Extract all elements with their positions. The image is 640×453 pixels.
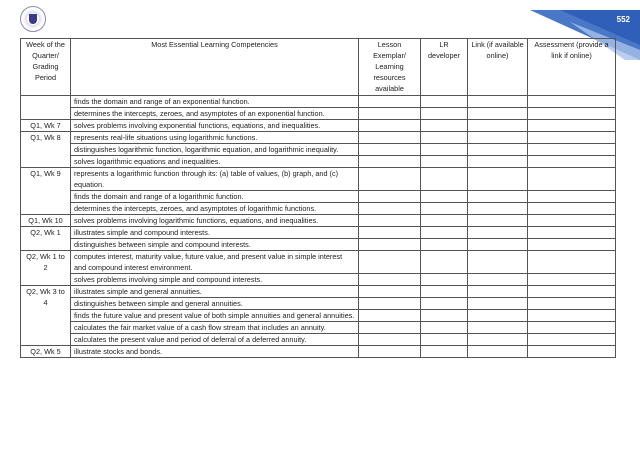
- week-cell: Q2, Wk 1 to 2: [21, 251, 71, 286]
- lesson-cell: [359, 334, 421, 346]
- header-row: [21, 39, 616, 96]
- week-cell: Q1, Wk 8: [21, 132, 71, 168]
- week-cell: Q1, Wk 7: [21, 120, 71, 132]
- lr-developer-cell: [421, 322, 468, 334]
- header-assessment: Assessment (provide a link if online): [528, 39, 616, 96]
- assessment-cell: [528, 227, 616, 239]
- lesson-cell: [359, 322, 421, 334]
- competency-cell: illustrate stocks and bonds.: [71, 346, 359, 358]
- table-row: [21, 286, 616, 298]
- page-number: 552: [616, 15, 630, 24]
- competency-cell: distinguishes between simple and compound interests.: [71, 239, 359, 251]
- link-cell: [468, 334, 528, 346]
- week-cell: Q2, Wk 5: [21, 346, 71, 358]
- lr-developer-cell: [421, 156, 468, 168]
- competency-cell: represents real-life situations using logarithmic functions.: [71, 132, 359, 144]
- lr-developer-cell: [421, 191, 468, 203]
- deped-seal-logo: [20, 6, 46, 32]
- lesson-cell: [359, 346, 421, 358]
- link-cell: [468, 203, 528, 215]
- link-cell: [468, 120, 528, 132]
- competency-cell: computes interest, maturity value, future value, and present value in simple interest and compound interest environment.: [71, 251, 359, 274]
- lr-developer-cell: [421, 286, 468, 298]
- assessment-cell: [528, 274, 616, 286]
- assessment-cell: [528, 310, 616, 322]
- lesson-cell: [359, 227, 421, 239]
- lr-developer-cell: [421, 132, 468, 144]
- lesson-cell: [359, 132, 421, 144]
- table-row: [21, 156, 616, 168]
- table-row: [21, 251, 616, 274]
- assessment-cell: [528, 239, 616, 251]
- lr-developer-cell: [421, 168, 468, 191]
- table-row: [21, 310, 616, 322]
- link-cell: [468, 108, 528, 120]
- link-cell: [468, 144, 528, 156]
- header-lesson: Lesson Exemplar/ Learning resources available: [359, 39, 421, 96]
- competency-cell: distinguishes between simple and general annuities.: [71, 298, 359, 310]
- table-row: [21, 120, 616, 132]
- competency-cell: determines the intercepts, zeroes, and asymptotes of logarithmic functions.: [71, 203, 359, 215]
- header-link: Link (if available online): [468, 39, 528, 96]
- header-week: Week of the Quarter/ Grading Period: [21, 39, 71, 96]
- lesson-cell: [359, 203, 421, 215]
- lesson-cell: [359, 144, 421, 156]
- table-row: [21, 322, 616, 334]
- lesson-cell: [359, 120, 421, 132]
- lr-developer-cell: [421, 310, 468, 322]
- assessment-cell: [528, 298, 616, 310]
- header-competencies: Most Essential Learning Competencies: [71, 39, 359, 96]
- competency-cell: determines the intercepts, zeroes, and asymptotes of an exponential function.: [71, 108, 359, 120]
- link-cell: [468, 239, 528, 251]
- competency-cell: calculates the fair market value of a cash flow stream that includes an annuity.: [71, 322, 359, 334]
- lesson-cell: [359, 310, 421, 322]
- header-lr-developer: LR developer: [421, 39, 468, 96]
- table-row: [21, 132, 616, 144]
- lr-developer-cell: [421, 108, 468, 120]
- week-cell: Q1, Wk 10: [21, 215, 71, 227]
- competency-cell: finds the domain and range of a logarithmic function.: [71, 191, 359, 203]
- competency-cell: solves problems involving simple and compound interests.: [71, 274, 359, 286]
- assessment-cell: [528, 108, 616, 120]
- lesson-cell: [359, 274, 421, 286]
- week-cell: Q2, Wk 1: [21, 227, 71, 251]
- assessment-cell: [528, 251, 616, 274]
- competency-cell: calculates the present value and period of deferral of a deferred annuity.: [71, 334, 359, 346]
- lr-developer-cell: [421, 346, 468, 358]
- competency-cell: represents a logarithmic function through its: (a) table of values, (b) graph, and (c) equation.: [71, 168, 359, 191]
- link-cell: [468, 251, 528, 274]
- lr-developer-cell: [421, 251, 468, 274]
- lr-developer-cell: [421, 334, 468, 346]
- link-cell: [468, 191, 528, 203]
- assessment-cell: [528, 346, 616, 358]
- table-row: [21, 168, 616, 191]
- lesson-cell: [359, 96, 421, 108]
- link-cell: [468, 322, 528, 334]
- table-row: [21, 203, 616, 215]
- link-cell: [468, 215, 528, 227]
- link-cell: [468, 132, 528, 144]
- melc-table: [20, 38, 616, 358]
- link-cell: [468, 168, 528, 191]
- lesson-cell: [359, 156, 421, 168]
- assessment-cell: [528, 215, 616, 227]
- assessment-cell: [528, 168, 616, 191]
- lr-developer-cell: [421, 96, 468, 108]
- assessment-cell: [528, 120, 616, 132]
- assessment-cell: [528, 191, 616, 203]
- table-row: [21, 215, 616, 227]
- assessment-cell: [528, 334, 616, 346]
- lr-developer-cell: [421, 274, 468, 286]
- assessment-cell: [528, 132, 616, 144]
- assessment-cell: [528, 156, 616, 168]
- link-cell: [468, 96, 528, 108]
- lesson-cell: [359, 239, 421, 251]
- assessment-cell: [528, 96, 616, 108]
- table-row: [21, 274, 616, 286]
- competency-cell: finds the domain and range of an exponential function.: [71, 96, 359, 108]
- table-row: [21, 298, 616, 310]
- competency-cell: illustrates simple and compound interests.: [71, 227, 359, 239]
- link-cell: [468, 274, 528, 286]
- link-cell: [468, 310, 528, 322]
- lr-developer-cell: [421, 227, 468, 239]
- competency-cell: solves problems involving exponential functions, equations, and inequalities.: [71, 120, 359, 132]
- table-row: [21, 144, 616, 156]
- assessment-cell: [528, 144, 616, 156]
- assessment-cell: [528, 286, 616, 298]
- table-row: [21, 191, 616, 203]
- link-cell: [468, 298, 528, 310]
- competency-cell: illustrates simple and general annuities.: [71, 286, 359, 298]
- table-row: [21, 96, 616, 108]
- link-cell: [468, 286, 528, 298]
- lesson-cell: [359, 215, 421, 227]
- week-cell: Q2, Wk 3 to 4: [21, 286, 71, 346]
- link-cell: [468, 156, 528, 168]
- lr-developer-cell: [421, 120, 468, 132]
- table-row: [21, 227, 616, 239]
- lesson-cell: [359, 191, 421, 203]
- lesson-cell: [359, 298, 421, 310]
- competency-cell: solves problems involving logarithmic functions, equations, and inequalities.: [71, 215, 359, 227]
- competency-cell: solves logarithmic equations and inequalities.: [71, 156, 359, 168]
- assessment-cell: [528, 203, 616, 215]
- link-cell: [468, 346, 528, 358]
- lr-developer-cell: [421, 203, 468, 215]
- lr-developer-cell: [421, 144, 468, 156]
- assessment-cell: [528, 322, 616, 334]
- lr-developer-cell: [421, 215, 468, 227]
- table-row: [21, 239, 616, 251]
- table-row: [21, 346, 616, 358]
- lesson-cell: [359, 251, 421, 274]
- lr-developer-cell: [421, 239, 468, 251]
- lesson-cell: [359, 108, 421, 120]
- week-cell: [21, 96, 71, 120]
- link-cell: [468, 227, 528, 239]
- lr-developer-cell: [421, 298, 468, 310]
- table-row: [21, 334, 616, 346]
- competency-cell: distinguishes logarithmic function, logarithmic equation, and logarithmic inequality.: [71, 144, 359, 156]
- table-row: [21, 108, 616, 120]
- lesson-cell: [359, 168, 421, 191]
- lesson-cell: [359, 286, 421, 298]
- competency-cell: finds the future value and present value of both simple annuities and general annuities.: [71, 310, 359, 322]
- week-cell: Q1, Wk 9: [21, 168, 71, 215]
